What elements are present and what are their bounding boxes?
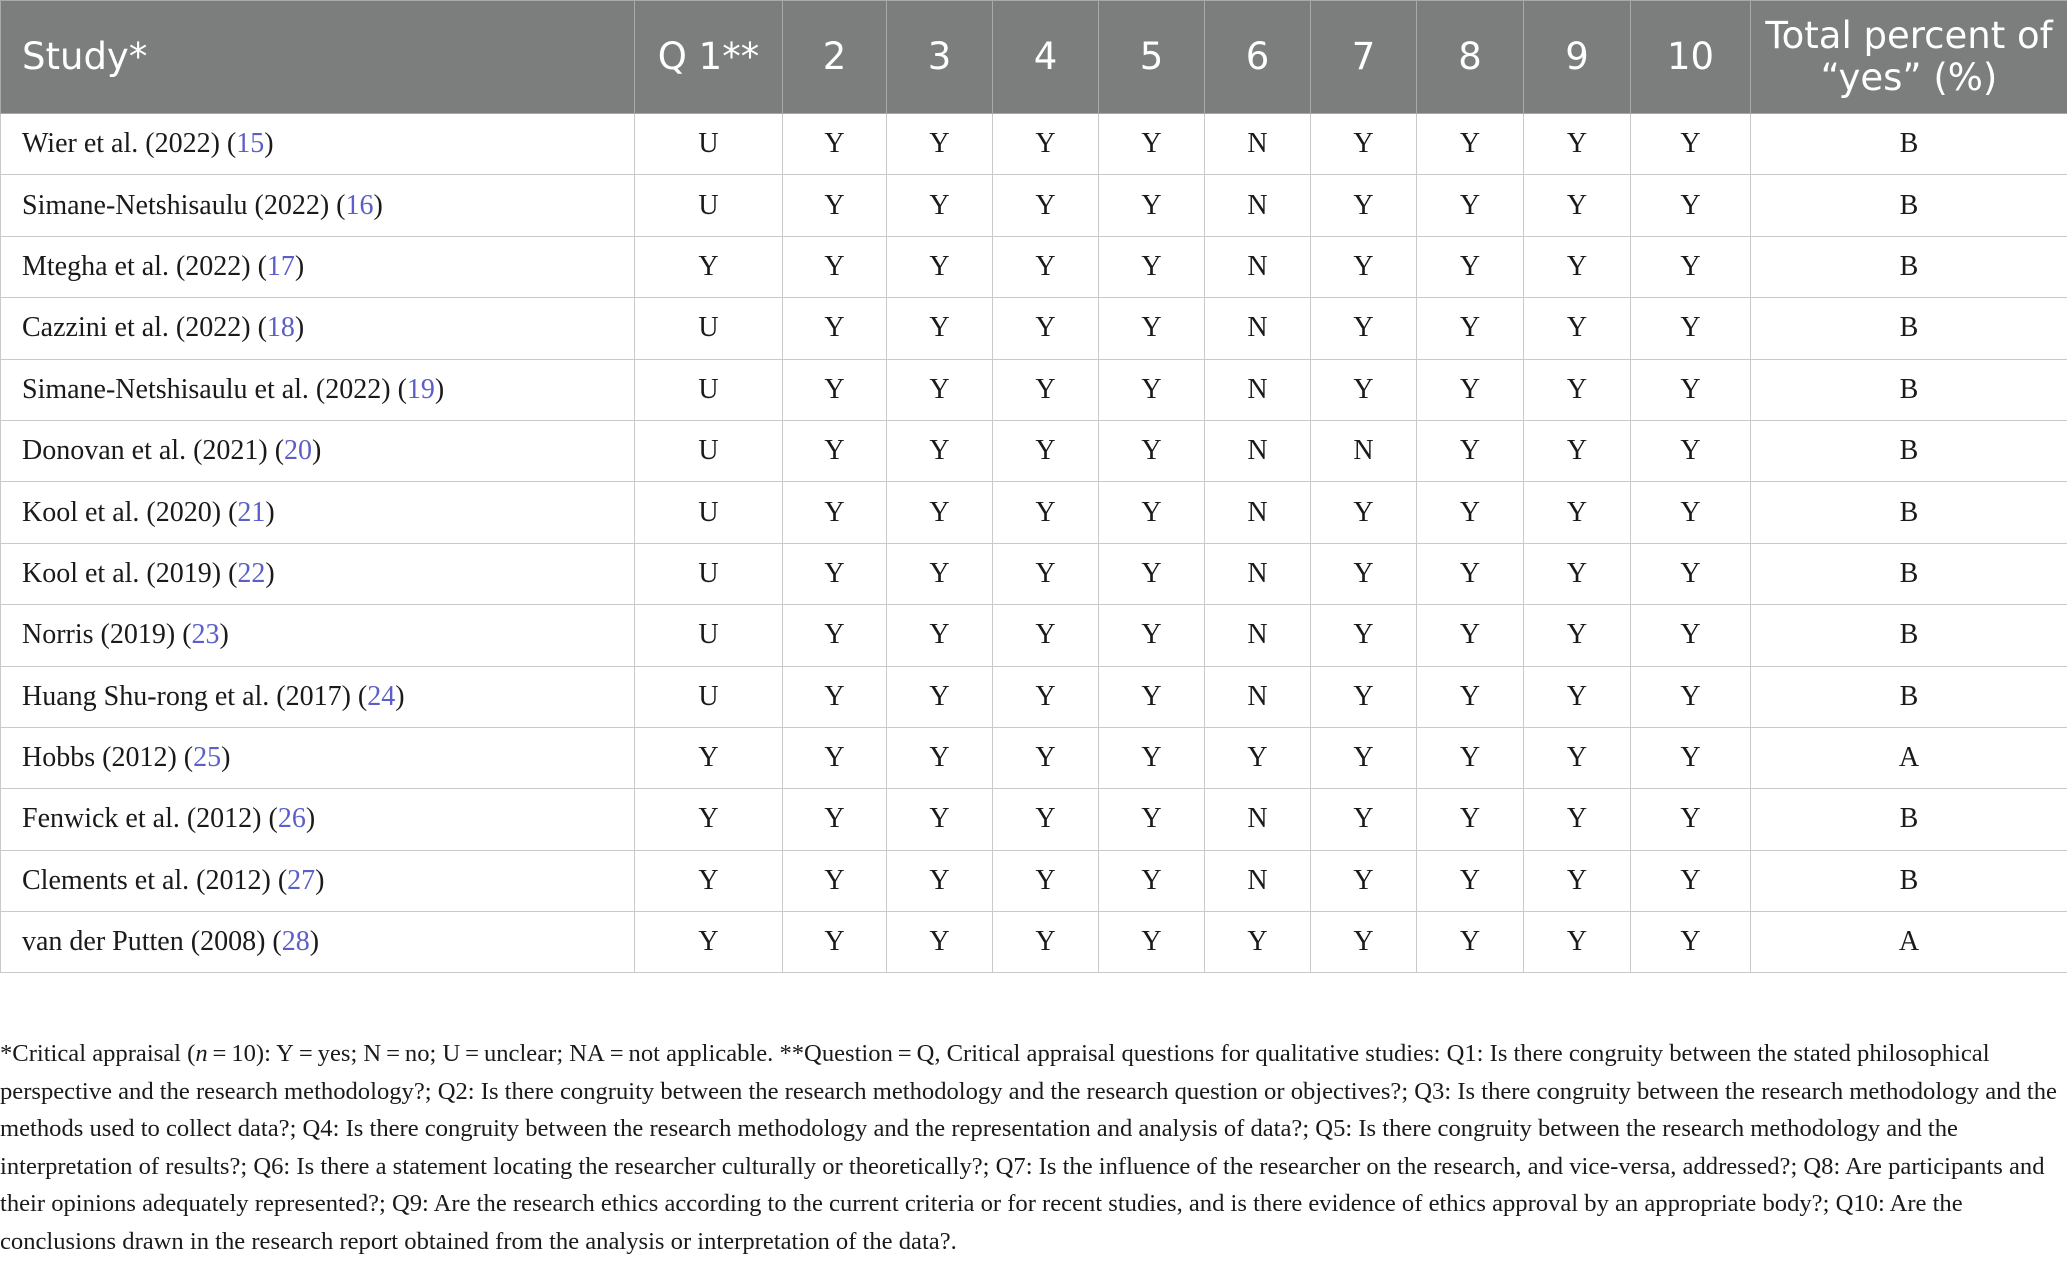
answer-cell-q4: Y [993,298,1099,359]
study-cell [1,298,635,359]
answer-cell-q7: Y [1311,850,1417,911]
answer-cell-q5: Y [1099,482,1205,543]
answer-cell-q7: Y [1311,298,1417,359]
answer-cell-q8: Y [1417,114,1524,175]
reference-link[interactable]: 26 [277,803,306,835]
reference-close-paren: ) [315,864,325,896]
answer-cell-q10: Y [1631,789,1751,850]
table-row [1,789,2067,850]
answer-cell-q9: Y [1524,850,1631,911]
answer-cell-q1: Y [635,912,783,973]
answer-cell-q8: Y [1417,727,1524,788]
answer-cell-q10: Y [1631,298,1751,359]
study-name: Kool et al. (2019) ( [22,557,238,589]
study-name: Donovan et al. (2021) ( [22,435,285,467]
study-cell [1,420,635,481]
answer-cell-q1: Y [635,727,783,788]
answer-cell-q2: Y [783,727,887,788]
reference-close-paren: ) [265,496,275,528]
answer-cell-q10: Y [1631,605,1751,666]
answer-cell-q2: Y [783,850,887,911]
study-cell [1,912,635,973]
answer-cell-q8: Y [1417,236,1524,297]
answer-cell-q6: N [1205,175,1311,236]
answer-cell-q6: N [1205,543,1311,604]
answer-cell-q8: Y [1417,912,1524,973]
answer-cell-q6: N [1205,298,1311,359]
answer-cell-q4: Y [993,359,1099,420]
total-cell: B [1751,114,2067,175]
study-cell [1,605,635,666]
header-question-8: 8 [1417,1,1524,114]
total-cell: B [1751,543,2067,604]
reference-link[interactable]: 16 [345,189,374,221]
total-cell: B [1751,298,2067,359]
answer-cell-q1: U [635,543,783,604]
answer-cell-q4: Y [993,114,1099,175]
total-cell: B [1751,666,2067,727]
answer-cell-q10: Y [1631,114,1751,175]
reference-link[interactable]: 25 [193,742,222,774]
answer-cell-q8: Y [1417,420,1524,481]
header-row [1,1,2067,114]
total-cell: B [1751,605,2067,666]
answer-cell-q9: Y [1524,789,1631,850]
answer-cell-q6: N [1205,605,1311,666]
answer-cell-q9: Y [1524,727,1631,788]
answer-cell-q3: Y [887,912,993,973]
answer-cell-q6: N [1205,482,1311,543]
footnote-n-variable: n [195,1040,208,1067]
reference-close-paren: ) [294,312,305,344]
total-cell: B [1751,359,2067,420]
study-name: Hobbs (2012) ( [22,742,194,774]
table-row [1,666,2067,727]
answer-cell-q3: Y [887,789,993,850]
answer-cell-q2: Y [783,482,887,543]
answer-cell-q7: Y [1311,666,1417,727]
study-cell [1,482,635,543]
total-cell: B [1751,420,2067,481]
answer-cell-q2: Y [783,420,887,481]
answer-cell-q7: Y [1311,114,1417,175]
study-name: Fenwick et al. (2012) ( [22,803,278,835]
answer-cell-q10: Y [1631,482,1751,543]
answer-cell-q7: Y [1311,175,1417,236]
answer-cell-q1: U [635,298,783,359]
answer-cell-q8: Y [1417,605,1524,666]
table-row [1,605,2067,666]
study-cell [1,850,635,911]
reference-link[interactable]: 15 [236,128,265,160]
study-cell [1,114,635,175]
answer-cell-q2: Y [783,605,887,666]
answer-cell-q8: Y [1417,298,1524,359]
table-row [1,543,2067,604]
answer-cell-q10: Y [1631,175,1751,236]
reference-link[interactable]: 28 [281,926,310,958]
answer-cell-q8: Y [1417,482,1524,543]
answer-cell-q6: N [1205,359,1311,420]
reference-link[interactable]: 19 [406,373,435,405]
header-question-10: 10 [1631,1,1751,114]
answer-cell-q8: Y [1417,850,1524,911]
answer-cell-q5: Y [1099,420,1205,481]
answer-cell-q2: Y [783,789,887,850]
answer-cell-q3: Y [887,114,993,175]
answer-cell-q9: Y [1524,666,1631,727]
table-row [1,912,2067,973]
answer-cell-q6: N [1205,420,1311,481]
answer-cell-q9: Y [1524,482,1631,543]
answer-cell-q8: Y [1417,175,1524,236]
answer-cell-q3: Y [887,666,993,727]
answer-cell-q9: Y [1524,298,1631,359]
total-cell: B [1751,850,2067,911]
total-cell: B [1751,236,2067,297]
header-question-4: 4 [993,1,1099,114]
answer-cell-q8: Y [1417,666,1524,727]
study-name: Mtegha et al. (2022) ( [22,250,267,282]
answer-cell-q4: Y [993,850,1099,911]
footnote-text: = 10): Y = yes; N = no; U = unclear; NA = not applicable. **Question = Q, Critical appraisal questions for qualitative studies: Q1: Is there congruity between the stated philosophical perspective and the research methodology?; Q2: Is there congruity between the research methodology and the research question or objectives?; Q3: Is there congruity between the research methodology and the methods used to collect data?; Q4: Is there congruity between the research methodology and the representation and analysis of data?; Q5: Is there congruity between the research methodology and the interpretation of results?; Q6: Is there a statement locating the researcher culturally or theoretically?; Q7: Is the influence of the researcher on the research, and vice-versa, addressed?; Q8: Are participants and their opinions adequately represented?; Q9: Are the research ethics according to the current criteria or for recent studies, and is there evidence of ethics approval by an appropriate body?; Q10: Are the conclusions drawn in the research report obtained from the analysis or interpretation of the data?. [0,1040,2057,1255]
reference-link[interactable]: 21 [237,496,266,528]
answer-cell-q10: Y [1631,727,1751,788]
answer-cell-q5: Y [1099,298,1205,359]
reference-link[interactable]: 22 [237,557,266,589]
answer-cell-q4: Y [993,236,1099,297]
answer-cell-q3: Y [887,605,993,666]
answer-cell-q1: U [635,605,783,666]
answer-cell-q5: Y [1099,605,1205,666]
answer-cell-q3: Y [887,482,993,543]
answer-cell-q4: Y [993,543,1099,604]
answer-cell-q2: Y [783,114,887,175]
table-row [1,298,2067,359]
answer-cell-q6: N [1205,850,1311,911]
answer-cell-q4: Y [993,420,1099,481]
answer-cell-q3: Y [887,298,993,359]
reference-close-paren: ) [219,619,229,651]
answer-cell-q10: Y [1631,850,1751,911]
answer-cell-q4: Y [993,605,1099,666]
study-name: Simane-Netshisaulu et al. (2022) ( [22,373,407,405]
answer-cell-q7: Y [1311,482,1417,543]
answer-cell-q1: U [635,482,783,543]
total-cell: B [1751,175,2067,236]
reference-close-paren: ) [395,680,405,712]
answer-cell-q3: Y [887,420,993,481]
header-question-5: 5 [1099,1,1205,114]
answer-cell-q2: Y [783,298,887,359]
answer-cell-q9: Y [1524,236,1631,297]
table-row [1,114,2067,175]
answer-cell-q5: Y [1099,236,1205,297]
answer-cell-q6: N [1205,666,1311,727]
table-row [1,482,2067,543]
header-question-6: 6 [1205,1,1311,114]
answer-cell-q8: Y [1417,543,1524,604]
study-name: Wier et al. (2022) ( [22,128,237,160]
answer-cell-q9: Y [1524,912,1631,973]
answer-cell-q7: Y [1311,359,1417,420]
answer-cell-q2: Y [783,359,887,420]
study-cell [1,543,635,604]
table-row [1,175,2067,236]
answer-cell-q5: Y [1099,666,1205,727]
reference-link[interactable]: 20 [284,435,313,467]
reference-close-paren: ) [305,803,316,835]
reference-close-paren: ) [373,189,383,221]
table-row [1,850,2067,911]
header-study: Study* [1,1,635,114]
answer-cell-q8: Y [1417,789,1524,850]
answer-cell-q9: Y [1524,605,1631,666]
answer-cell-q5: Y [1099,359,1205,420]
header-total: Total percent of “yes” (%) [1751,1,2067,114]
header-question-7: 7 [1311,1,1417,114]
answer-cell-q6: N [1205,114,1311,175]
table-row [1,727,2067,788]
total-cell: B [1751,482,2067,543]
answer-cell-q4: Y [993,789,1099,850]
study-name: Huang Shu-rong et al. (2017) ( [22,680,368,712]
study-cell [1,666,635,727]
answer-cell-q4: Y [993,666,1099,727]
study-cell [1,175,635,236]
table-footnote [0,1035,2060,1260]
answer-cell-q7: N [1311,420,1417,481]
answer-cell-q9: Y [1524,114,1631,175]
reference-close-paren: ) [434,373,445,405]
reference-close-paren: ) [312,435,322,467]
answer-cell-q6: N [1205,789,1311,850]
total-cell: B [1751,789,2067,850]
answer-cell-q4: Y [993,727,1099,788]
answer-cell-q5: Y [1099,543,1205,604]
header-question-3: 3 [887,1,993,114]
answer-cell-q3: Y [887,359,993,420]
answer-cell-q7: Y [1311,543,1417,604]
header-question-2: 2 [783,1,887,114]
reference-link[interactable]: 27 [287,864,316,896]
reference-link[interactable]: 17 [266,250,295,282]
footnote-prefix: *Critical appraisal ( [0,1040,196,1067]
reference-close-paren: ) [265,557,275,589]
study-name: Clements et al. (2012) ( [22,864,288,896]
reference-link[interactable]: 18 [266,312,295,344]
answer-cell-q10: Y [1631,359,1751,420]
answer-cell-q2: Y [783,912,887,973]
study-cell [1,236,635,297]
reference-close-paren: ) [294,250,305,282]
answer-cell-q10: Y [1631,420,1751,481]
answer-cell-q9: Y [1524,543,1631,604]
answer-cell-q4: Y [993,912,1099,973]
answer-cell-q5: Y [1099,114,1205,175]
study-cell [1,789,635,850]
answer-cell-q7: Y [1311,789,1417,850]
answer-cell-q5: Y [1099,175,1205,236]
study-name: van der Putten (2008) ( [22,926,282,958]
total-cell: A [1751,727,2067,788]
reference-close-paren: ) [309,926,320,958]
answer-cell-q4: Y [993,482,1099,543]
answer-cell-q10: Y [1631,666,1751,727]
table-row [1,420,2067,481]
answer-cell-q1: U [635,359,783,420]
reference-link[interactable]: 24 [367,680,396,712]
study-name: Cazzini et al. (2022) ( [22,312,267,344]
answer-cell-q10: Y [1631,236,1751,297]
table-row [1,359,2067,420]
header-question-1: Q 1** [635,1,783,114]
answer-cell-q6: N [1205,236,1311,297]
answer-cell-q6: Y [1205,727,1311,788]
answer-cell-q9: Y [1524,175,1631,236]
answer-cell-q7: Y [1311,912,1417,973]
study-cell [1,359,635,420]
answer-cell-q3: Y [887,236,993,297]
header-question-9: 9 [1524,1,1631,114]
answer-cell-q1: U [635,114,783,175]
answer-cell-q6: Y [1205,912,1311,973]
answer-cell-q3: Y [887,727,993,788]
reference-link[interactable]: 23 [191,619,220,651]
answer-cell-q7: Y [1311,236,1417,297]
answer-cell-q1: Y [635,236,783,297]
answer-cell-q7: Y [1311,727,1417,788]
answer-cell-q1: Y [635,789,783,850]
answer-cell-q9: Y [1524,420,1631,481]
answer-cell-q1: Y [635,850,783,911]
answer-cell-q3: Y [887,850,993,911]
answer-cell-q10: Y [1631,543,1751,604]
table-body [1,114,2067,973]
answer-cell-q5: Y [1099,850,1205,911]
answer-cell-q3: Y [887,543,993,604]
answer-cell-q5: Y [1099,789,1205,850]
answer-cell-q2: Y [783,175,887,236]
total-cell: A [1751,912,2067,973]
answer-cell-q2: Y [783,543,887,604]
study-name: Norris (2019) ( [22,619,192,651]
answer-cell-q8: Y [1417,359,1524,420]
answer-cell-q3: Y [887,175,993,236]
answer-cell-q7: Y [1311,605,1417,666]
table-row [1,236,2067,297]
answer-cell-q2: Y [783,236,887,297]
answer-cell-q1: U [635,175,783,236]
answer-cell-q10: Y [1631,912,1751,973]
answer-cell-q1: U [635,420,783,481]
study-cell [1,727,635,788]
study-name: Kool et al. (2020) ( [22,496,238,528]
reference-close-paren: ) [264,128,274,160]
study-name: Simane-Netshisaulu (2022) ( [22,189,346,221]
reference-close-paren: ) [221,742,231,774]
answer-cell-q9: Y [1524,359,1631,420]
answer-cell-q5: Y [1099,912,1205,973]
answer-cell-q2: Y [783,666,887,727]
answer-cell-q5: Y [1099,727,1205,788]
answer-cell-q4: Y [993,175,1099,236]
answer-cell-q1: U [635,666,783,727]
